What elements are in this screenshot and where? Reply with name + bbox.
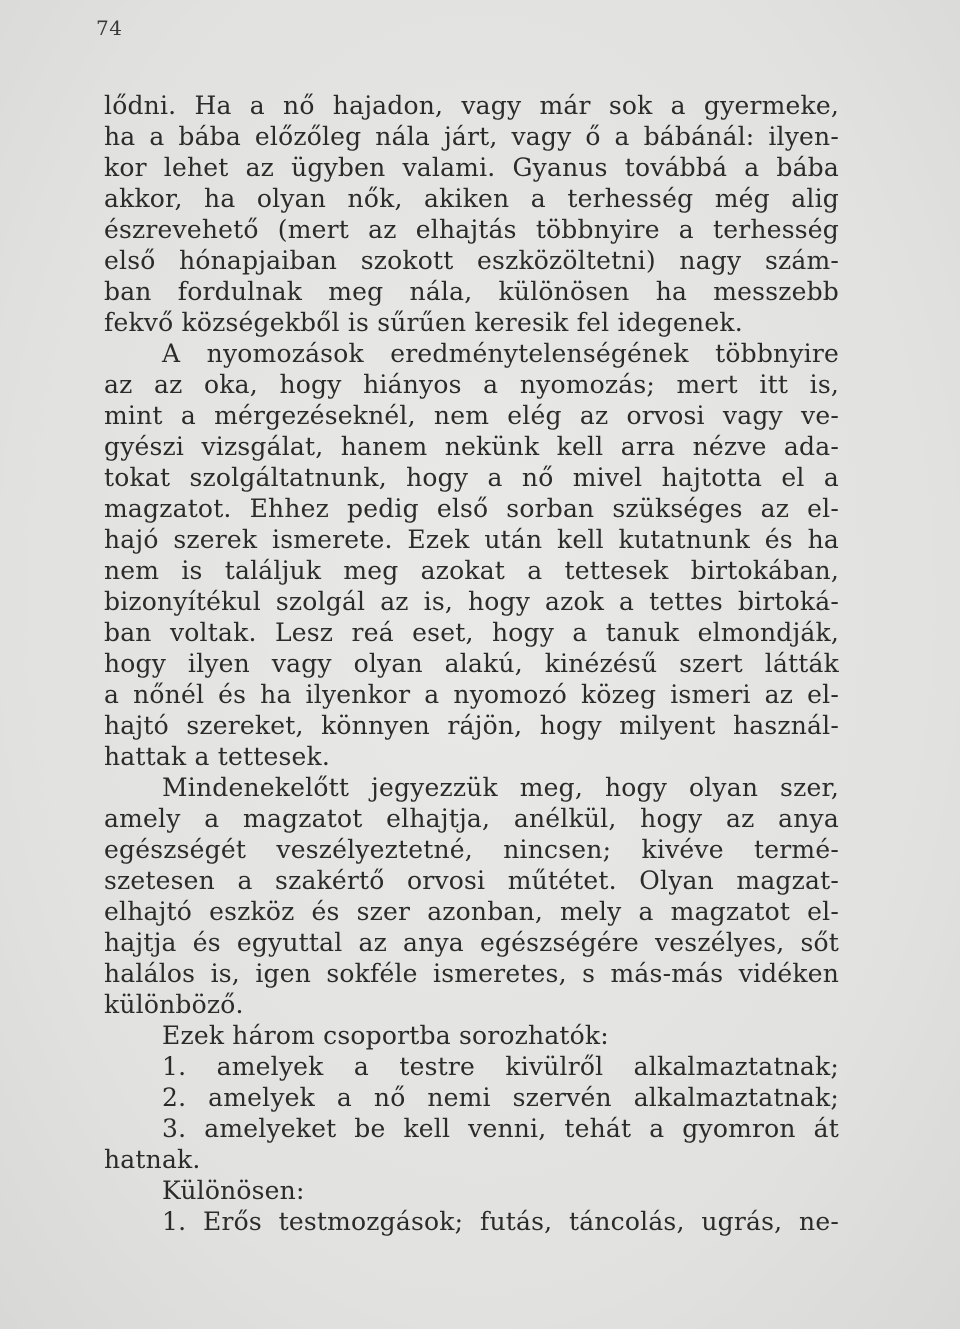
text-line: lődni. Ha a nő hajadon, vagy már sok a gyermeke, — [104, 91, 839, 120]
text-line: ha a bába előzőleg nála járt, vagy ő a bábánál: ilyen- — [104, 122, 839, 151]
text-line: akkor, ha olyan nők, akiken a terhesség még alig — [104, 184, 839, 213]
list-item: 3. amelyeket be kell venni, tehát a gyomron át — [162, 1114, 839, 1143]
text-line: ban fordulnak meg nála, különösen ha messzebb — [104, 277, 839, 306]
text-line: bizonyítékul szolgál az is, hogy azok a tettes birtoká- — [104, 587, 839, 616]
page-number: 74 — [96, 16, 123, 40]
list-item: 1. Erős testmozgások; futás, táncolás, ugrás, ne- — [162, 1207, 839, 1236]
text-line: hogy ilyen vagy olyan alakú, kinézésű szert látták — [104, 649, 839, 678]
text-line: hajó szerek ismerete. Ezek után kell kutatnunk és ha — [104, 525, 839, 554]
body-text — [104, 90, 839, 1237]
text-line: a nőnél és ha ilyenkor a nyomozó közeg ismeri az el- — [104, 680, 839, 709]
text-line: gyészi vizsgálat, hanem nekünk kell arra nézve ada- — [104, 432, 839, 461]
text-line: hattak a tettesek. — [104, 742, 330, 771]
text-line: tokat szolgáltatnunk, hogy a nő mivel hajtotta el a — [104, 463, 839, 492]
text-line: különböző. — [104, 990, 244, 1019]
text-line: kor lehet az ügyben valami. Gyanus továbbá a bába — [104, 153, 839, 182]
text-line: hajtó szereket, könnyen rájön, hogy milyent használ- — [104, 711, 839, 740]
text-line: hajtja és egyuttal az anya egészségére veszélyes, sőt — [104, 928, 839, 957]
text-line: fekvő községekből is sűrűen keresik fel idegenek. — [104, 308, 743, 337]
text-line: szetesen a szakértő orvosi műtétet. Olyan magzat- — [104, 866, 839, 895]
text-line: észrevehető (mert az elhajtás többnyire a terhesség — [104, 215, 839, 244]
text-line: mint a mérgezéseknél, nem elég az orvosi vagy ve- — [104, 401, 839, 430]
text-line: Ezek három csoportba sorozhatók: — [162, 1021, 609, 1050]
list-item: 2. amelyek a nő nemi szervén alkalmaztatnak; — [162, 1083, 839, 1112]
text-line: magzatot. Ehhez pedig első sorban szükséges az el- — [104, 494, 839, 523]
text-line: elhajtó eszköz és szer azonban, mely a magzatot el- — [104, 897, 839, 926]
text-line: Különösen: — [162, 1176, 305, 1205]
text-line: amely a magzatot elhajtja, anélkül, hogy az anya — [104, 804, 839, 833]
list-item: 1. amelyek a testre kivülről alkalmaztatnak; — [162, 1052, 839, 1081]
text-line: A nyomozások eredménytelenségének többnyire — [162, 339, 839, 368]
text-line: egészségét veszélyeztetné, nincsen; kivéve termé- — [104, 835, 839, 864]
text-line: hatnak. — [104, 1145, 201, 1174]
text-line: Mindenekelőtt jegyezzük meg, hogy olyan szer, — [162, 773, 839, 802]
text-line: ban voltak. Lesz reá eset, hogy a tanuk elmondják, — [104, 618, 839, 647]
text-line: halálos is, igen sokféle ismeretes, s más-más vidéken — [104, 959, 839, 988]
text-line: nem is találjuk meg azokat a tettesek birtokában, — [104, 556, 839, 585]
text-line: első hónapjaiban szokott eszközöltetni) nagy szám- — [104, 246, 839, 275]
text-line: az az oka, hogy hiányos a nyomozás; mert itt is, — [104, 370, 839, 399]
